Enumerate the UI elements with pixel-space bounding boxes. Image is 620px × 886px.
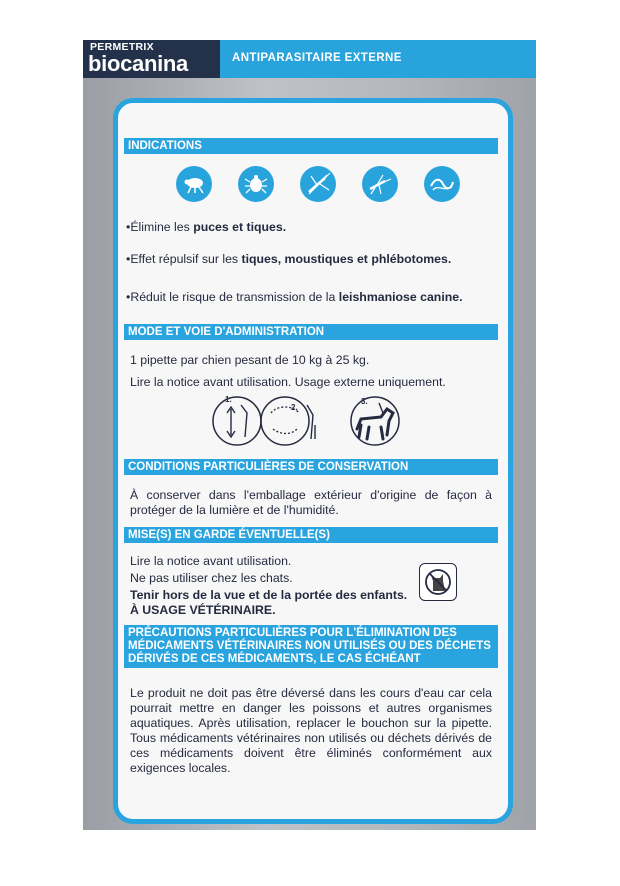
- warning-line-2: Ne pas utiliser chez les chats.: [130, 571, 293, 585]
- dosage-text: 1 pipette par chien pesant de 10 kg à 25 kg.: [130, 353, 370, 367]
- package-side: [83, 40, 536, 830]
- category-band: [220, 40, 536, 78]
- category-label: ANTIPARASITAIRE EXTERNE: [232, 52, 402, 64]
- indication-bullet-1: •Élimine les puces et tiques.: [126, 220, 287, 234]
- indication-bullet-3: •Réduit le risque de transmission de la leishmaniose canine.: [126, 290, 463, 304]
- section-header-administration: MODE ET VOIE D'ADMINISTRATION: [124, 324, 498, 340]
- brand-subtitle: PERMETRIX: [90, 41, 154, 53]
- no-cat-icon: [419, 563, 457, 601]
- worm-icon: [424, 166, 460, 202]
- brand-block: [83, 40, 220, 78]
- indication-bullet-2: •Effet répulsif sur les tiques, moustiques et phlébotomes.: [126, 252, 452, 266]
- section-header-warnings: MISE(S) EN GARDE ÉVENTUELLE(S): [124, 527, 498, 543]
- warning-line-1: Lire la notice avant utilisation.: [130, 554, 292, 568]
- tick-icon: [238, 166, 274, 202]
- mosquito-icon: [300, 166, 336, 202]
- parasite-icons: [118, 166, 508, 206]
- section-header-conservation: CONDITIONS PARTICULIÈRES DE CONSERVATION: [124, 459, 498, 475]
- step-3-label: 3.: [361, 397, 368, 406]
- section-header-indications: INDICATIONS: [124, 138, 498, 154]
- brand-logo: biocanina: [88, 51, 188, 76]
- sandfly-icon: [362, 166, 398, 202]
- warning-line-3: Tenir hors de la vue et de la portée des enfants. À USAGE VÉTÉRINAIRE.: [130, 588, 408, 617]
- flea-icon: [176, 166, 212, 202]
- disposal-text: Le produit ne doit pas être déversé dans les cours d'eau car cela pourrait mettre en danger les poissons et autres organismes aquatiques. Après utilisation, replacer le bouchon sur la pipette. Tous médicaments vétérinaires non utilisés ou déchets dérivés de ces médicaments doivent être éliminés conformément aux exigences locales.: [130, 686, 492, 775]
- section-header-disposal: PRÉCAUTIONS PARTICULIÈRES POUR L'ÉLIMINATION DES MÉDICAMENTS VÉTÉRINAIRES NON UTILISÉS OU DES DÉCHETS DÉRIVÉS DE CES MÉDICAMENTS, LE CAS ÉCHÉANT: [124, 625, 498, 668]
- step-2-label: 2.: [291, 403, 298, 412]
- usage-text: Lire la notice avant utilisation. Usage externe uniquement.: [130, 375, 446, 389]
- info-panel: [113, 98, 513, 824]
- administration-steps: [211, 395, 421, 452]
- conservation-text: À conserver dans l'emballage extérieur d'origine de façon à protéger de la lumière et de l'humidité.: [130, 488, 492, 517]
- step-1-label: 1.: [225, 395, 232, 404]
